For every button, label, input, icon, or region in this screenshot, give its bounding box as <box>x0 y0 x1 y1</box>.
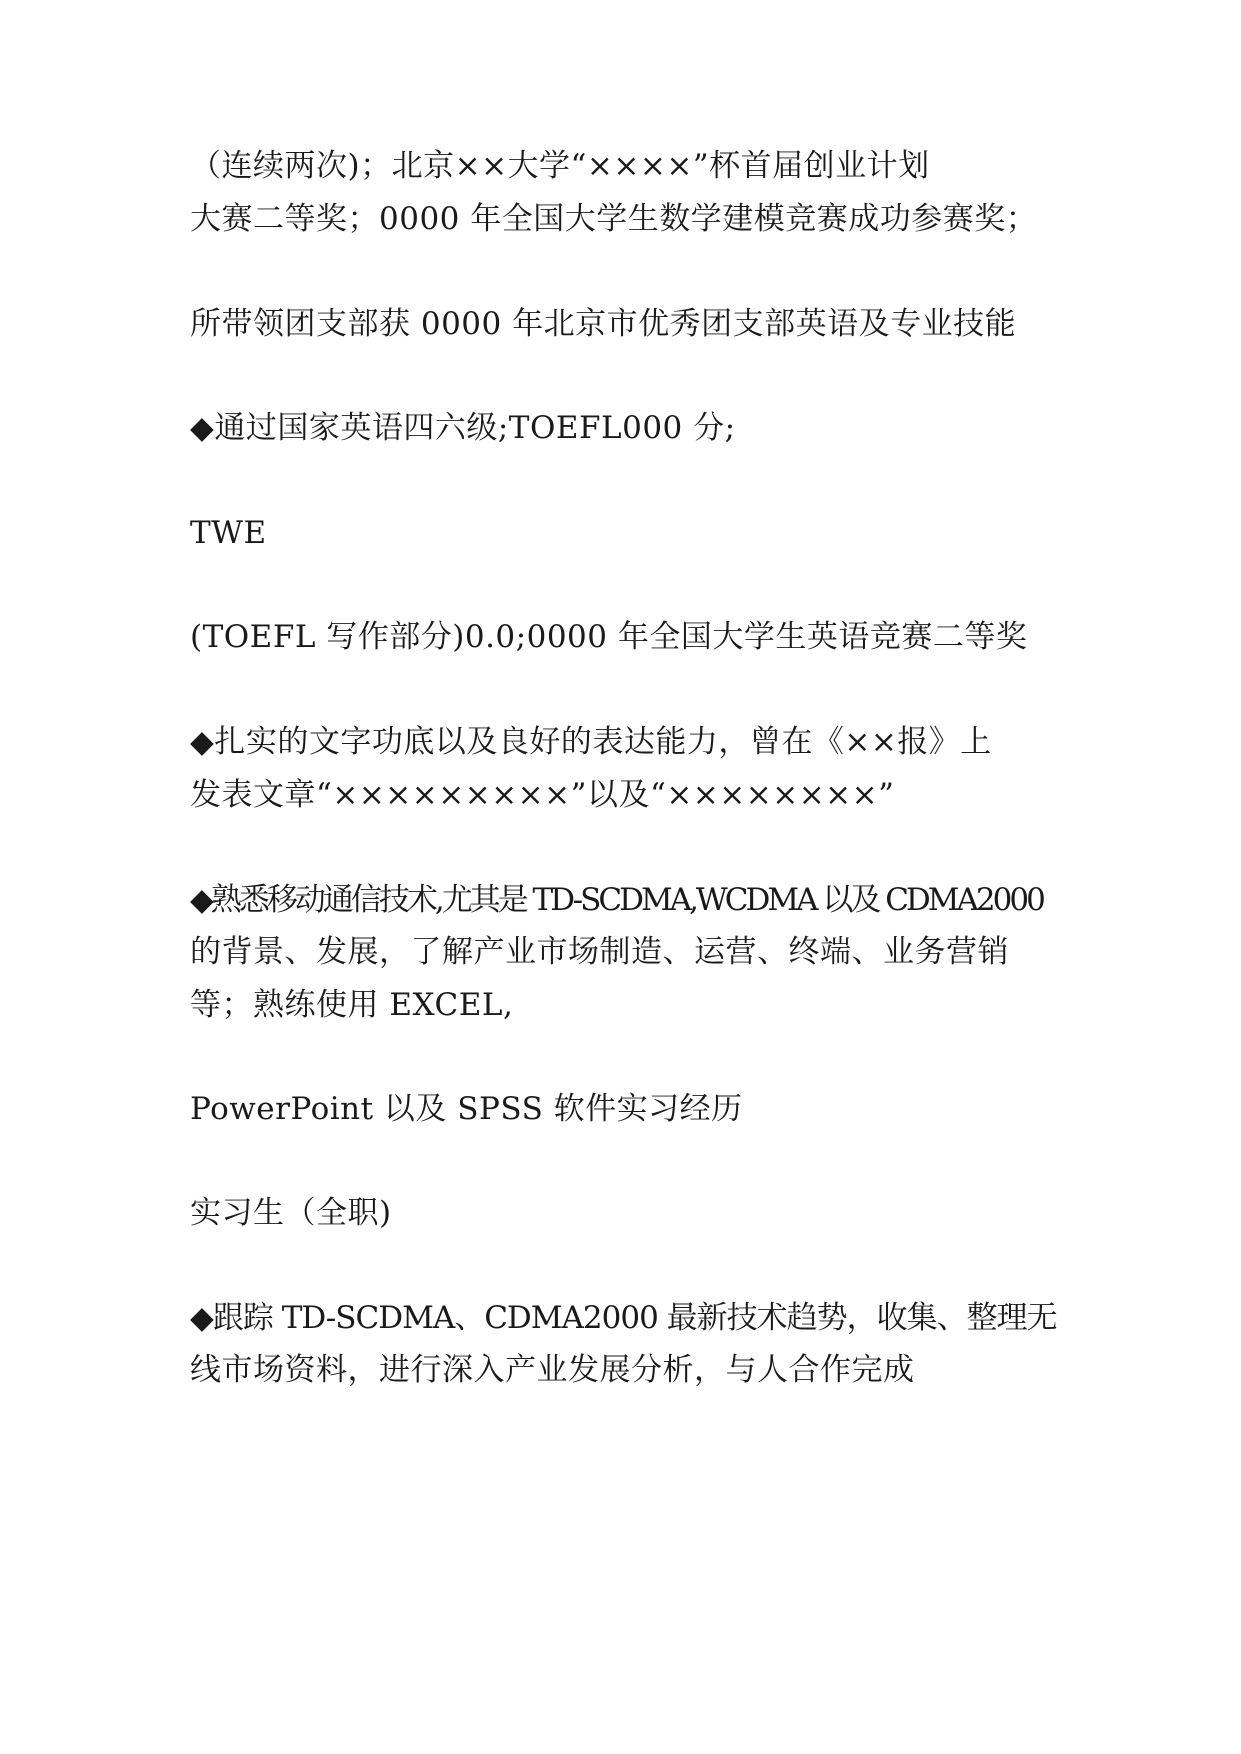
text-line: 等；熟练使用 EXCEL, <box>190 987 514 1023</box>
text-line: 实习生（全职) <box>190 1195 392 1231</box>
text-line: ◆熟悉移动通信技术,尤其是 TD-SCDMA,WCDMA 以及 CDMA2000 <box>190 882 1043 918</box>
text-line: 大赛二等奖；0000 年全国大学生数学建模竞赛成功参赛奖； <box>190 201 1038 237</box>
text-line: 的背景、发展，了解产业市场制造、运营、终端、业务营销 <box>190 934 1009 970</box>
text-line: ◆跟踪 TD-SCDMA、CDMA2000 最新技术趋势，收集、整理无 <box>190 1300 1057 1336</box>
text-line: ◆扎实的文字功底以及良好的表达能力，曾在《××报》上 <box>190 724 992 760</box>
text-line: ◆通过国家英语四六级;TOEFL000 分; <box>190 410 736 446</box>
text-line: 所带领团支部获 0000 年北京市优秀团支部英语及专业技能 <box>190 306 1017 342</box>
text-line: 线市场资料，进行深入产业发展分析，与人合作完成 <box>190 1352 915 1388</box>
text-line: PowerPoint 以及 SPSS 软件实习经历 <box>190 1091 743 1127</box>
text-line: （连续两次)；北京××大学“××××”杯首届创业计划 <box>190 148 930 184</box>
text-line: (TOEFL 写作部分)0.0;0000 年全国大学生英语竞赛二等奖 <box>190 619 1028 655</box>
text-line: TWE <box>190 515 267 551</box>
text-line: 发表文章“×××××××××”以及“××××××××” <box>190 777 895 813</box>
